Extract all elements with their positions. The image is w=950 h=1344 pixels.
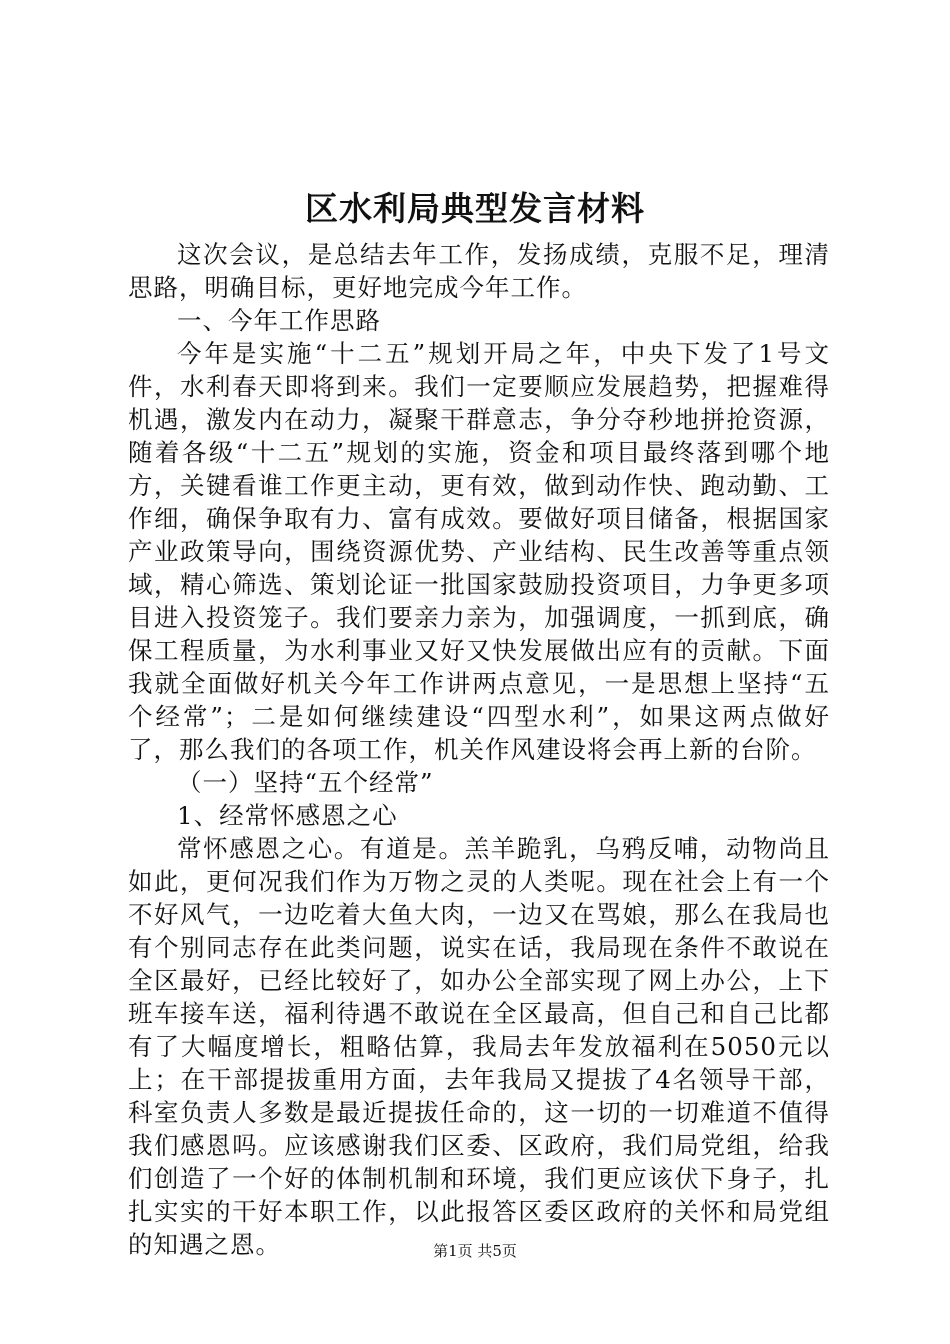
paragraph-gratitude: 常怀感恩之心。有道是。羔羊跪乳，乌鸦反哺，动物尚且如此，更何况我们作为万物之灵的人类呢。现在社会上有一个不好风气，一边吃着大鱼大肉，一边又在骂娘，那么在我局也有个别同志存在此类问题，说实在话，我局现在条件不敢说在全区最好，已经比较好了，如办公全部实现了网上办公，上下班车接车送，福利待遇不敢说在全区最高，但自己和自己比都有了大幅度增长，粗略估算，我局去年发放福利在5050元以上；在干部提拔重用方面，去年我局又提拔了4名领导干部，科室负责人多数是最近提拔任命的，这一切的一切难道不值得我们感恩吗。应该感谢我们区委、区政府，我们局党组，给我们创造了一个好的体制机制和环境，我们更应该伏下身子，扎扎实实的干好本职工作，以此报答区委区政府的关怀和局党组的知遇之恩。	[128, 834, 830, 1259]
paragraph-intro: 这次会议，是总结去年工作，发扬成绩，克服不足，理清思路，明确目标，更好地完成今年工作。	[128, 240, 830, 302]
document-body	[128, 238, 830, 1261]
paragraph-work-ideas: 今年是实施“十二五”规划开局之年，中央下发了1号文件，水利春天即将到来。我们一定要顺应发展趋势，把握难得机遇，激发内在动力，凝聚干群意志，争分夺秒地拼抢资源，随着各级“十二五”规划的实施，资金和项目最终落到哪个地方，关键看谁工作更主动，更有效，做到动作快、跑动勤、工作细，确保争取有力、富有成效。要做好项目储备，根据国家产业政策导向，围绕资源优势、产业结构、民生改善等重点领域，精心筛选、策划论证一批国家鼓励投资项目，力争更多项目进入投资笼子。我们要亲力亲为，加强调度，一抓到底，确保工程质量，为水利事业又好又快发展做出应有的贡献。下面我就全面做好机关今年工作讲两点意见，一是思想上坚持“五个经常”；二是如何继续建设“四型水利”，如果这两点做好了，那么我们的各项工作，机关作风建设将会再上新的台阶。	[128, 339, 830, 764]
section-heading: 一、今年工作思路	[177, 306, 381, 335]
item-heading: 1、经常怀感恩之心	[177, 801, 398, 830]
page-title: 区水利局典型发言材料	[305, 189, 645, 228]
subsection-heading: （一）坚持“五个经常”	[177, 768, 434, 797]
page-number: 第1页 共5页	[433, 1242, 517, 1260]
